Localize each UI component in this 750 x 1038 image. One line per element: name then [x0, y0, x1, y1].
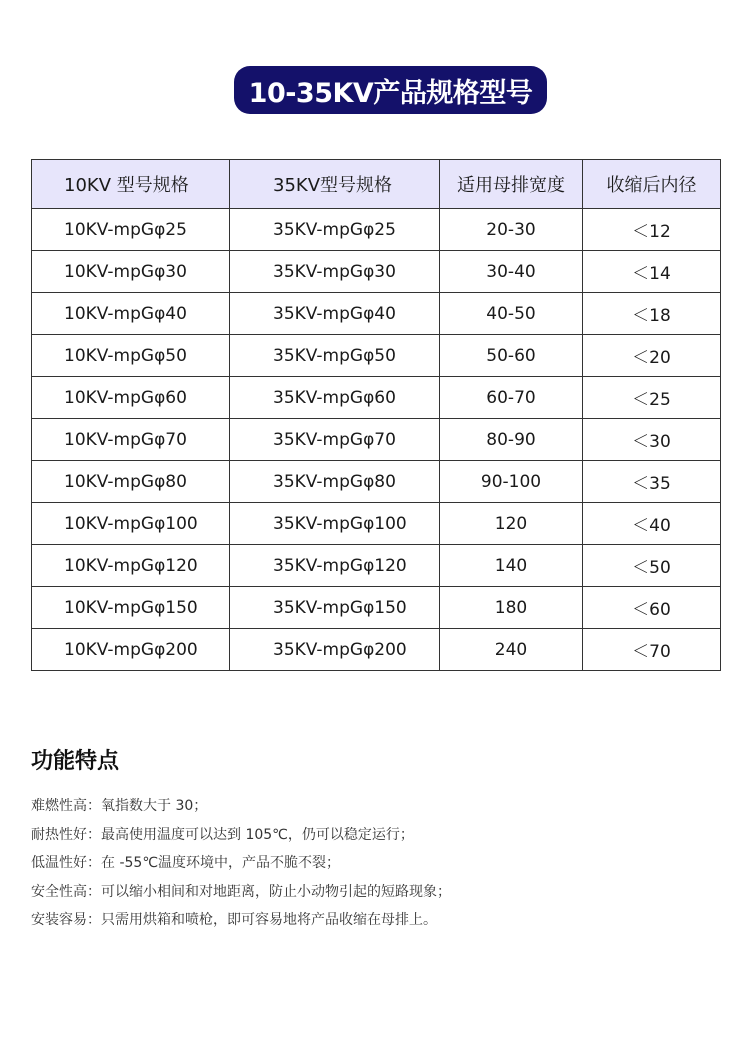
cell-35kv-spec: 35KV-mpGφ60 [230, 377, 440, 419]
cell-busbar-width: 60-70 [440, 377, 583, 419]
feature-item: 安全性高：可以缩小相间和对地距离，防止小动物引起的短路现象； [31, 883, 451, 900]
features-list [31, 792, 731, 935]
cell-shrunk-diameter: ＜20 [583, 335, 721, 377]
cell-35kv-spec: 35KV-mpGφ100 [230, 503, 440, 545]
cell-35kv-spec: 35KV-mpGφ30 [230, 251, 440, 293]
table-header-row [32, 160, 721, 209]
cell-10kv-spec: 10KV-mpGφ60 [32, 377, 230, 419]
table-row [32, 377, 721, 419]
header-busbar-width: 适用母排宽度 [440, 160, 583, 209]
cell-shrunk-diameter: ＜18 [583, 293, 721, 335]
header-shrunk-diameter: 收缩后内径 [583, 160, 721, 209]
cell-shrunk-diameter: ＜50 [583, 545, 721, 587]
cell-shrunk-diameter: ＜30 [583, 419, 721, 461]
cell-busbar-width: 240 [440, 629, 583, 671]
cell-10kv-spec: 10KV-mpGφ120 [32, 545, 230, 587]
cell-shrunk-diameter: ＜25 [583, 377, 721, 419]
cell-10kv-spec: 10KV-mpGφ80 [32, 461, 230, 503]
cell-busbar-width: 120 [440, 503, 583, 545]
cell-shrunk-diameter: ＜12 [583, 209, 721, 251]
cell-shrunk-diameter: ＜35 [583, 461, 721, 503]
table-row [32, 587, 721, 629]
header-10kv-spec: 10KV 型号规格 [32, 160, 230, 209]
page-title: 10-35KV产品规格型号 [234, 66, 547, 114]
cell-busbar-width: 80-90 [440, 419, 583, 461]
cell-10kv-spec: 10KV-mpGφ25 [32, 209, 230, 251]
cell-busbar-width: 140 [440, 545, 583, 587]
cell-10kv-spec: 10KV-mpGφ150 [32, 587, 230, 629]
cell-35kv-spec: 35KV-mpGφ200 [230, 629, 440, 671]
cell-busbar-width: 20-30 [440, 209, 583, 251]
table-row [32, 335, 721, 377]
cell-35kv-spec: 35KV-mpGφ80 [230, 461, 440, 503]
table-row [32, 503, 721, 545]
cell-shrunk-diameter: ＜14 [583, 251, 721, 293]
cell-busbar-width: 50-60 [440, 335, 583, 377]
cell-10kv-spec: 10KV-mpGφ40 [32, 293, 230, 335]
cell-35kv-spec: 35KV-mpGφ25 [230, 209, 440, 251]
table-row [32, 209, 721, 251]
table-row [32, 293, 721, 335]
cell-35kv-spec: 35KV-mpGφ70 [230, 419, 440, 461]
table-row [32, 251, 721, 293]
table-row [32, 629, 721, 671]
cell-10kv-spec: 10KV-mpGφ50 [32, 335, 230, 377]
table-row [32, 545, 721, 587]
cell-10kv-spec: 10KV-mpGφ100 [32, 503, 230, 545]
cell-10kv-spec: 10KV-mpGφ30 [32, 251, 230, 293]
cell-10kv-spec: 10KV-mpGφ70 [32, 419, 230, 461]
cell-35kv-spec: 35KV-mpGφ40 [230, 293, 440, 335]
cell-shrunk-diameter: ＜60 [583, 587, 721, 629]
table-row [32, 419, 721, 461]
header-35kv-spec: 35KV型号规格 [230, 160, 440, 209]
cell-busbar-width: 180 [440, 587, 583, 629]
feature-item: 耐热性好：最高使用温度可以达到 105℃，仍可以稳定运行； [31, 826, 414, 843]
cell-shrunk-diameter: ＜70 [583, 629, 721, 671]
features-title: 功能特点 [31, 749, 120, 774]
cell-35kv-spec: 35KV-mpGφ50 [230, 335, 440, 377]
cell-busbar-width: 30-40 [440, 251, 583, 293]
cell-busbar-width: 40-50 [440, 293, 583, 335]
table-row [32, 461, 721, 503]
cell-10kv-spec: 10KV-mpGφ200 [32, 629, 230, 671]
feature-item: 安装容易：只需用烘箱和喷枪，即可容易地将产品收缩在母排上。 [31, 912, 437, 928]
cell-35kv-spec: 35KV-mpGφ150 [230, 587, 440, 629]
feature-item: 难燃性高：氧指数大于 30； [31, 798, 208, 814]
cell-35kv-spec: 35KV-mpGφ120 [230, 545, 440, 587]
feature-item: 低温性好：在 -55℃温度环境中，产品不脆不裂； [31, 855, 341, 871]
spec-table [31, 159, 721, 671]
cell-shrunk-diameter: ＜40 [583, 503, 721, 545]
cell-busbar-width: 90-100 [440, 461, 583, 503]
